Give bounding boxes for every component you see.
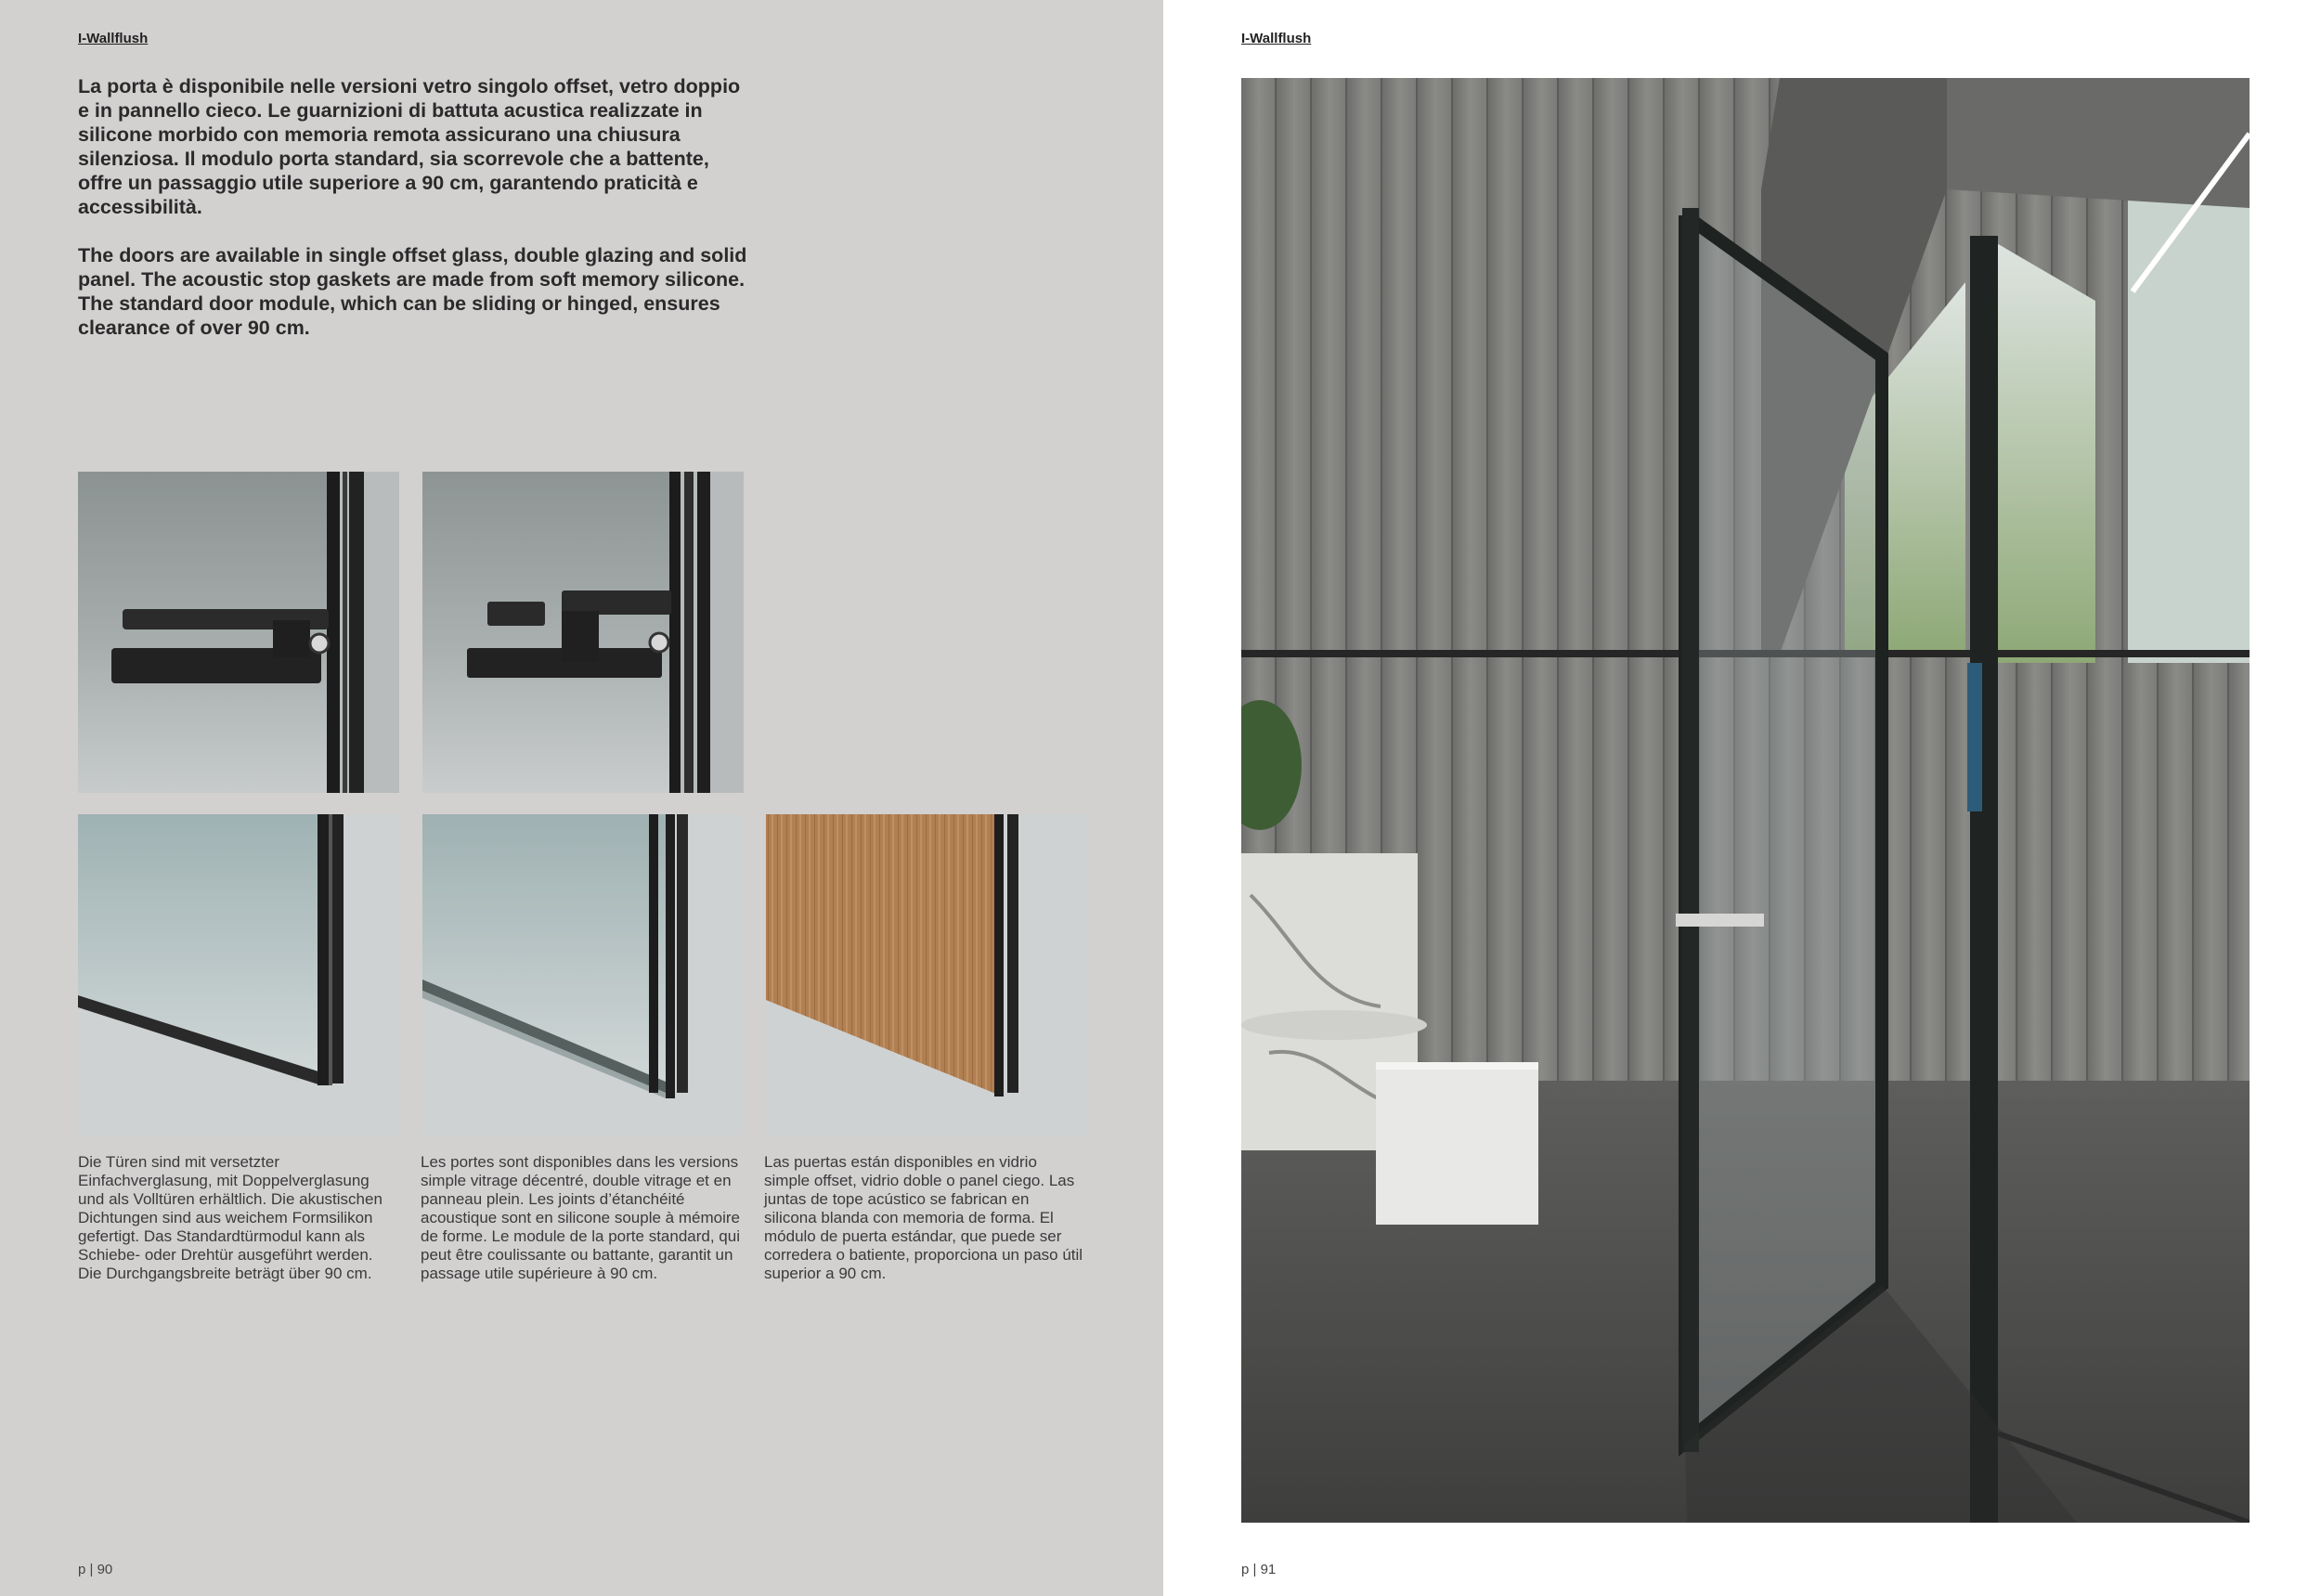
photo-handle-single-glass <box>78 472 399 793</box>
page-number: p | 91 <box>1241 1562 1277 1577</box>
photo-corner-single-glass <box>78 814 399 1135</box>
caption-german: Die Türen sind mit versetzter Einfachverglasung, mit Doppelverglasung und als Volltüren erhältlich. Die akustischen Dichtungen sind aus weichem Formsilikon gefertigt. Das Standardtürmodul kann als Schiebe- oder Drehtür ausgeführt werden. Die Durchgangsbreite beträgt über 90 cm. <box>78 1153 383 1282</box>
intro-english: The doors are available in single offset glass, double glazing and solid panel. The acoustic stop gaskets are made from soft memory silicone. The standard door module, which can be sliding or hinged, ensures clearance of over 90 cm. <box>78 244 747 339</box>
caption-spanish: Las puertas están disponibles en vidrio simple offset, vidrio doble o panel ciego. Las juntas de tope acústico se fabrican en silicona blanda con memoria de forma. El módulo de puerta estándar, que puede ser corredera o batiente, proporciona un paso útil superior a 90 cm. <box>764 1153 1083 1282</box>
caption-french: Les portes sont disponibles dans les versions simple vitrage décentré, double vitrage et en panneau plein. Les joints d’étanchéité acoustique sont en silicone souple à mémoire de forme. Le module de la porte standard, qui peut être coulissante ou battante, garantit un passage utile supérieure à 90 cm. <box>421 1153 740 1282</box>
section-title: I-Wallflush <box>78 31 149 46</box>
photo-corner-double-glass <box>422 814 744 1135</box>
photo-interior-pivot-door <box>1241 78 2250 1523</box>
photo-solid-wood-panel <box>766 814 1087 1135</box>
photo-handle-double-glass <box>422 472 744 793</box>
right-page <box>1163 0 2321 1596</box>
intro-italian: La porta è disponibile nelle versioni vetro singolo offset, vetro doppio e in pannello cieco. Le guarnizioni di battuta acustica realizzate in silicone morbido con memoria remota assicurano una chiusura silenziosa. Il modulo porta standard, sia scorrevole che a battente, offre un passaggio utile superiore a 90 cm, garantendo praticità e accessibilità. <box>78 75 741 218</box>
section-title: I-Wallflush <box>1241 31 1312 46</box>
page-number: p | 90 <box>78 1562 113 1577</box>
